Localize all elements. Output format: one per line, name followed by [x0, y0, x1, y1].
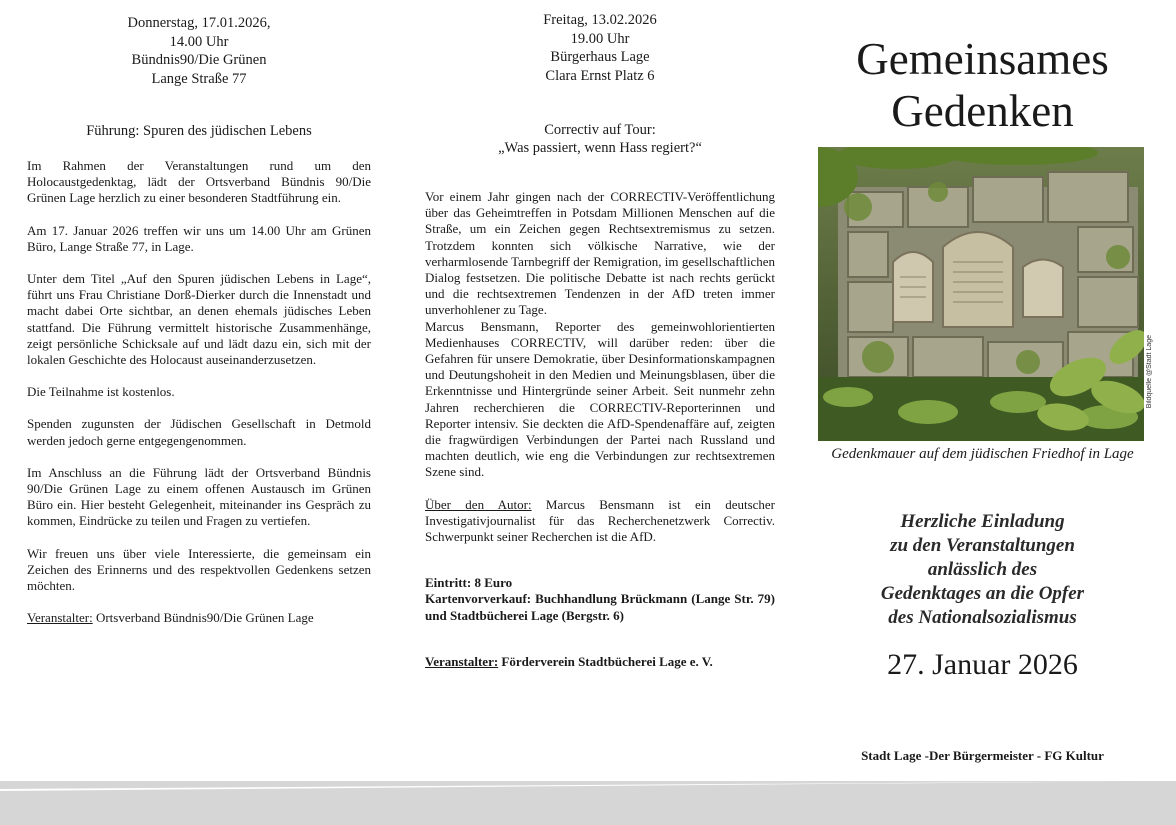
event1-paragraph: Am 17. Januar 2026 treffen wir uns um 14.00 Uhr am Grünen Büro, Lange Straße 77, in Lage.	[27, 222, 371, 254]
event2-time: 19.00 Uhr	[570, 30, 630, 47]
event2-paragraph: Vor einem Jahr gingen nach der CORRECTIV-Veröffentlichung über das Geheimtreffen in Potsdam Millionen Menschen auf die Straße, um ein Zeichen gegen Rechtsextremismus zu setzen. Trotzdem konnten sich völkische Narrative, wie der verharmlosende Tarnbegriff der Remigration, im gesellschaftlichen Dialog festsetzen. Die politische Debatte ist nach rechts gerückt und die rechtsextremen Tendenzen in der AfD treten immer unverhohlener zu Tage.	[425, 189, 775, 318]
event2-header	[425, 11, 775, 85]
invitation-text	[815, 510, 1150, 630]
event2-title	[425, 121, 775, 157]
event1-organizer-name: Ortsverband Bündnis90/Die Grünen Lage	[92, 610, 314, 626]
event1-paragraph: Im Anschluss an die Führung lädt der Ortsverband Bündnis 90/Die Grünen Lage zu einem offenen Austausch im Grünen Büro ein. Hier besteht Gelegenheit, miteinander ins Gespräch zu kommen, Eindrücke zu teilen und Fragen zu vertiefen.	[27, 464, 371, 529]
event1-organizer	[27, 610, 371, 626]
event2-address: Clara Ernst Platz 6	[545, 67, 655, 84]
event2-organizer-name: Förderverein Stadtbücherei Lage e. V.	[498, 653, 713, 669]
event1-header	[27, 14, 371, 88]
event2-author-label: Über den Autor:	[425, 496, 532, 512]
event2-author-text: Marcus Bensmann ist ein deutscher Investigativjournalist für das Recherchenetzwerk Correctiv. Schwerpunkt seiner Recherchen ist die AfD.	[425, 496, 776, 545]
cover-title-line1: Gemeinsames	[856, 34, 1109, 84]
invitation-line: anlässlich des	[927, 559, 1038, 580]
page-bottom-band	[0, 781, 1176, 825]
cover-title	[815, 0, 1150, 137]
event1-paragraph: Spenden zugunsten der Jüdischen Gesellschaft in Detmold werden jedoch gerne entgegengenommen.	[27, 416, 371, 448]
invitation-line: Herzliche Einladung	[900, 511, 1065, 532]
event2-admission: Eintritt: 8 Euro	[425, 575, 513, 591]
cover-title-line2: Gedenken	[891, 86, 1074, 136]
photo-credit: Bildquelle @Stadt Lage	[1146, 335, 1153, 409]
event2-organizer	[425, 654, 775, 670]
event1-paragraph: Im Rahmen der Veranstaltungen rund um den Holocaustgedenktag, lädt der Ortsverband Bündnis 90/Die Grünen Lage herzlich zu einer besonderen Stadtführung ein.	[27, 158, 371, 206]
event1-host: Bündnis90/Die Grünen	[131, 52, 267, 68]
middle-panel	[425, 0, 775, 670]
event1-paragraph: Die Teilnahme ist kostenlos.	[27, 384, 175, 400]
event2-paragraph: Marcus Bensmann, Reporter des gemeinwohlorientierten Medienhauses CORRECTIV, will darüber reden: über die Gefahren für unsere Demokratie, über Desinformationskampagnen und Deutungshoheit in den Medien und Meinungsblasen, über die Erkenntnisse und Hintergründe seiner Arbeit. Seit nunmehr zehn Jahren recherchieren die CORRECTIV-Reporterinnen und Reporter intensiv. Sie deckten die AfD-Spendenaffäre auf, zeigten die fragwürdigen Verbindungen der Partei nach Russland und machten deutlich, wie eng die Verbindungen zur rechtsextremen Szene sind.	[425, 318, 775, 480]
event2-organizer-label: Veranstalter:	[425, 653, 499, 669]
event1-title: Führung: Spuren des jüdischen Lebens	[86, 123, 312, 139]
invitation-line: zu den Veranstaltungen	[890, 535, 1075, 556]
cover-panel	[815, 0, 1153, 781]
event2-title-line2: „Was passiert, wenn Hass regiert?“	[498, 140, 702, 156]
left-panel	[27, 0, 371, 626]
event2-title-line1: Correctiv auf Tour:	[544, 122, 656, 138]
event1-organizer-label: Veranstalter:	[27, 610, 93, 626]
memorial-wall-photo	[818, 147, 1144, 441]
event2-author	[425, 497, 775, 546]
event1-date: Donnerstag, 17.01.2026,	[127, 15, 271, 31]
publisher-footer: Stadt Lage -Der Bürgermeister - FG Kultur	[861, 748, 1104, 763]
event2-presale: Kartenvorverkauf: Buchhandlung Brückmann (Lange Str. 79) und Stadtbücherei Lage (Bergstr. 6)	[425, 591, 775, 623]
commemoration-date: 27. Januar 2026	[887, 648, 1078, 681]
event1-paragraph: Wir freuen uns über viele Interessierte, die gemeinsam ein Zeichen des Erinnerns und des respektvollen Gedenkens setzen möchten.	[27, 545, 371, 594]
invitation-line: Gedenktages an die Opfer	[880, 583, 1085, 604]
event1-time: 14.00 Uhr	[169, 33, 229, 50]
invitation-line: des Nationalsozialismus	[888, 607, 1077, 628]
event1-address: Lange Straße 77	[151, 70, 247, 87]
event2-date: Freitag, 13.02.2026	[543, 12, 657, 28]
event1-paragraph: Unter dem Titel „Auf den Spuren jüdischen Lebens in Lage“, führt uns Frau Christiane Dorß-Dierker durch die Innenstadt und macht dabei Orte sichtbar, an denen ehemals jüdisches Leben stattfand. Die Führung vermittelt historische Zusammenhänge, zeigt persönliche Schicksale auf und lädt dazu ein, sich mit der lokalen Geschichte des Holocaust auseinanderzusetzen.	[27, 271, 371, 368]
event2-venue: Bürgerhaus Lage	[550, 49, 650, 65]
photo-caption: Gedenkmauer auf dem jüdischen Friedhof in Lage	[831, 446, 1134, 462]
